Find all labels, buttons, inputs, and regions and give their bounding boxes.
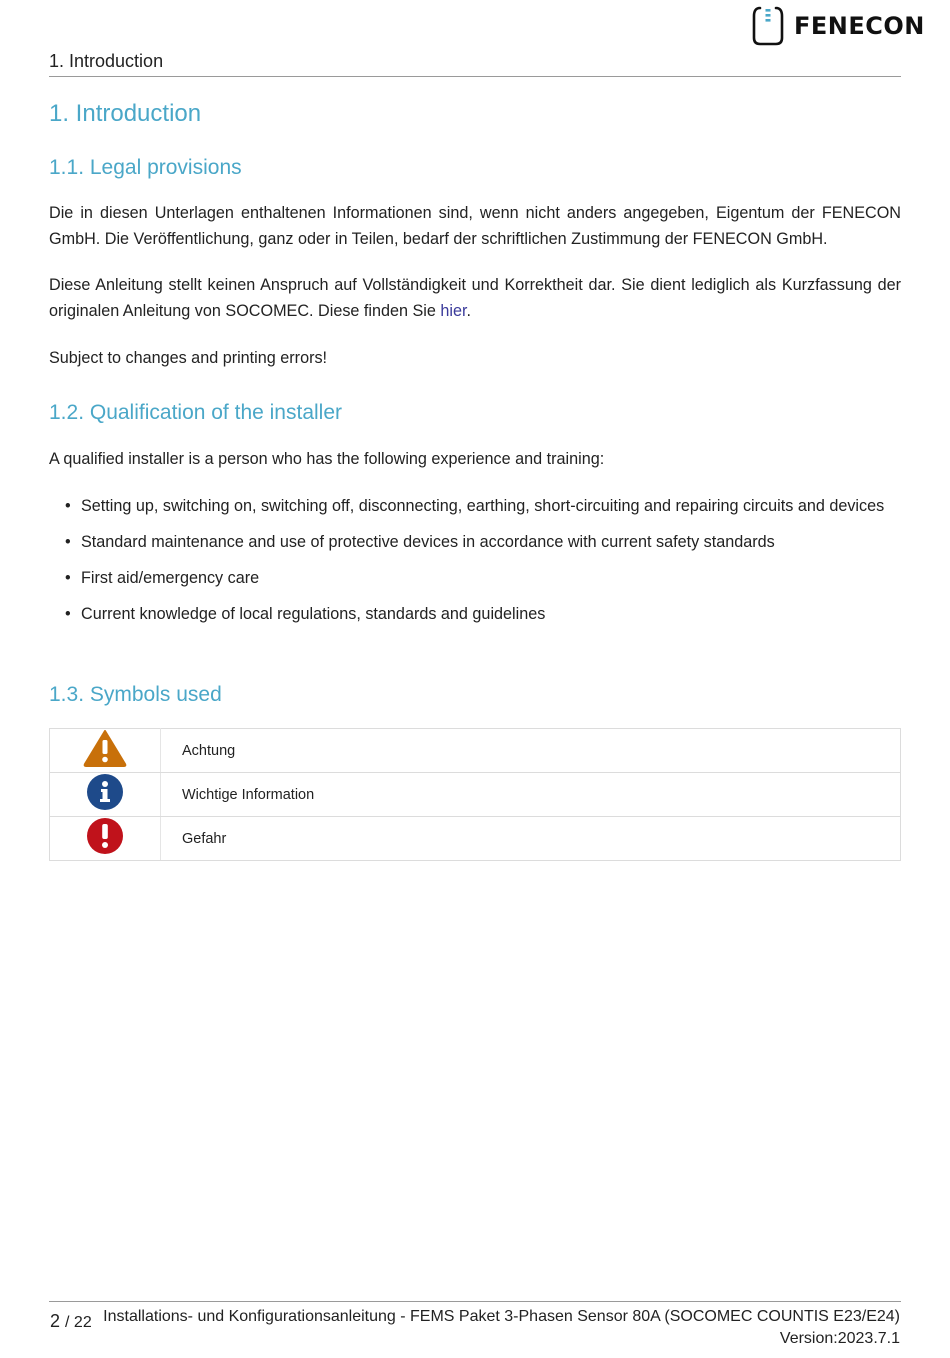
footer-divider xyxy=(49,1301,901,1302)
legal-paragraph-2-end: . xyxy=(466,301,472,320)
symbols-table xyxy=(49,728,901,861)
danger-circle-icon xyxy=(86,817,124,855)
list-item: • First aid/emergency care xyxy=(49,566,901,592)
legal-paragraph-2 xyxy=(49,273,901,324)
symbol-icon-cell xyxy=(50,773,161,817)
table-row xyxy=(50,729,901,773)
header-divider xyxy=(49,76,901,77)
hier-link[interactable]: hier xyxy=(440,301,467,320)
legal-paragraph-2-text: Diese Anleitung stellt keinen Anspruch auf Vollständigkeit und Korrektheit dar. Sie dient lediglich als Kurzfassung der originalen Anleitung von SOCOMEC. Diese finden Sie xyxy=(49,276,901,320)
list-item: • Standard maintenance and use of protective devices in accordance with current safety standards xyxy=(49,530,901,556)
warning-triangle-icon xyxy=(83,729,127,767)
symbol-icon-cell xyxy=(50,817,161,861)
table-row xyxy=(50,773,901,817)
symbol-label: Achtung xyxy=(161,729,901,773)
symbol-label: Gefahr xyxy=(161,817,901,861)
page-current: 2 xyxy=(50,1311,61,1331)
fenecon-battery-icon xyxy=(752,6,784,46)
page-number xyxy=(50,1311,92,1332)
page-total: / 22 xyxy=(65,1314,92,1331)
qualification-list xyxy=(49,494,901,638)
footer-document-title: Installations- und Konfigurationsanleitung - FEMS Paket 3-Phasen Sensor 80A (SOCOMEC COUNTIS E23/E24) xyxy=(103,1308,900,1325)
logo-text: FENECON xyxy=(794,12,925,40)
legal-paragraph-1: Die in diesen Unterlagen enthaltenen Informationen sind, wenn nicht anders angegeben, Eigentum der FENECON GmbH. Die Veröffentlichung, ganz oder in Teilen, bedarf der schriftlichen Zustimmung der FENECON GmbH. xyxy=(49,204,901,248)
company-logo xyxy=(752,5,925,47)
footer-version: Version:2023.7.1 xyxy=(779,1330,900,1347)
symbol-icon-cell xyxy=(50,729,161,773)
legal-paragraph-3: Subject to changes and printing errors! xyxy=(49,349,328,367)
list-item: • Current knowledge of local regulations, standards and guidelines xyxy=(49,602,901,628)
section-heading-symbols: 1.3. Symbols used xyxy=(49,683,222,706)
info-circle-icon xyxy=(86,773,124,811)
section-heading-qualification: 1.2. Qualification of the installer xyxy=(49,401,342,424)
page-title: 1. Introduction xyxy=(49,100,202,127)
symbol-label: Wichtige Information xyxy=(161,773,901,817)
table-row xyxy=(50,817,901,861)
qualification-intro: A qualified installer is a person who has the following experience and training: xyxy=(49,450,605,468)
running-head: 1. Introduction xyxy=(49,51,164,71)
section-heading-legal: 1.1. Legal provisions xyxy=(49,156,242,179)
list-item: • Setting up, switching on, switching off, disconnecting, earthing, short-circuiting and repairing circuits and devices xyxy=(49,494,901,520)
